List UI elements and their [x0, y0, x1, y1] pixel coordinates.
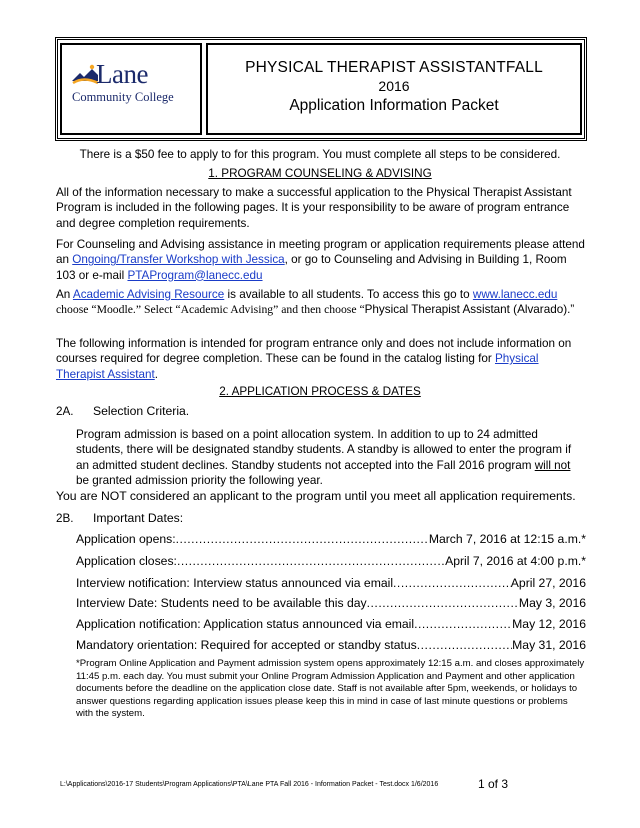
date-label: Mandatory orientation: Required for accepted or standby status	[76, 638, 417, 652]
date-row	[76, 637, 586, 653]
file-path-footer: L:\Applications\2016-17 Students\Program Applications\PTA\Lane PTA Fall 2016 - Information Packet - Test.docx 1/6/2016	[60, 781, 439, 788]
subsection-2b-title: Important Dates:	[93, 511, 184, 525]
page-title-year: 2016	[378, 78, 410, 94]
dot-leader	[393, 575, 511, 591]
p3-text-mid: is available to all students. To access this go to	[224, 288, 473, 301]
date-label: Interview Date: Students need to be available this day	[76, 596, 367, 610]
applicant-requirement-note: You are NOT considered an applicant to the program until you meet all application requirements.	[56, 489, 576, 503]
criteria-will-not: will not	[534, 458, 571, 472]
date-value: April 27, 2016	[510, 576, 586, 590]
p2-text: For Counseling and Advising assistance in meeting program or application requirements please attend an	[56, 238, 585, 267]
section1-heading: 1. PROGRAM COUNSELING & ADVISING	[208, 167, 432, 180]
date-label: Application opens:	[76, 532, 176, 546]
criteria-text: Program admission is based on a point allocation system. In addition to up to 24 admitted students, there will be designated standby students. A standby is allowed to enter the program if an admitted student declines. Standby students not accepted into the Fall 2016 program	[76, 428, 572, 472]
date-label: Application notification: Application status announced via email	[76, 617, 415, 631]
catalog-link[interactable]: Physical Therapist Assistant	[56, 352, 539, 381]
subsection-2a-title: Selection Criteria.	[93, 404, 190, 418]
criteria-text-end: be granted admission priority the following year.	[76, 473, 323, 487]
date-value: April 7, 2016 at 4:00 p.m.*	[445, 554, 586, 568]
date-value: May 31, 2016	[512, 638, 586, 652]
dot-leader	[367, 595, 519, 611]
section2-heading: 2. APPLICATION PROCESS & DATES	[219, 385, 421, 398]
date-row	[76, 595, 586, 611]
selection-criteria-text	[76, 427, 586, 488]
logo-wordmark: Lane	[96, 59, 148, 89]
date-value: March 7, 2016 at 12:15 a.m.*	[428, 532, 586, 546]
page-number: 1 of 3	[478, 777, 509, 791]
header-title-box	[206, 43, 582, 135]
email-link[interactable]: PTAProgram@lanecc.edu	[127, 268, 263, 282]
page-subtitle: Application Information Packet	[289, 97, 499, 114]
p3-end-text: Physical Therapist Assistant (Alvarado).”	[364, 303, 575, 317]
p3-serif-text: choose “Moodle.” Select “Academic Advising” and then choose “	[56, 303, 365, 317]
advising-resource-link[interactable]: Academic Advising Resource	[72, 288, 225, 301]
dot-leader	[177, 553, 445, 569]
date-value: May 12, 2016	[512, 617, 586, 631]
dot-leader	[414, 616, 512, 632]
date-value: May 3, 2016	[518, 596, 586, 610]
p2-text-mid: , or go to Counseling and Advising in Building 1, Room 103 or e-mail	[56, 253, 567, 282]
dot-leader	[417, 637, 512, 653]
date-row	[76, 553, 586, 569]
lanecc-link[interactable]: www.lanecc.edu	[472, 288, 558, 301]
p4-end: .	[154, 367, 158, 381]
dates-footnote: *Program Online Application and Payment admission system opens approximately 12:15 a.m. and closes approximately 11:45 p.m. each day. You must submit your Online Program Admission Application and Payment and other application documents before the deadline on the application close date. Staff is not available after 5pm, weekends, or holidays to answer questions regarding application issues please keep this in mind in case of last minute questions or problems with the system.	[76, 658, 585, 719]
subsection-2a-number: 2A.	[56, 405, 74, 418]
section1-paragraph-4	[56, 336, 586, 382]
date-row	[76, 616, 586, 632]
dot-leader	[176, 531, 429, 547]
fee-notice: There is a $50 fee to apply to for this program. You must complete all steps to be considered.	[79, 148, 561, 161]
workshop-link[interactable]: Ongoing/Transfer Workshop with Jessica	[72, 253, 285, 267]
page-title: PHYSICAL THERAPIST ASSISTANTFALL	[245, 59, 543, 76]
date-row	[76, 531, 586, 547]
section1-paragraph-1: All of the information necessary to make a successful application to the Physical Therapist Assistant Program is included in the following pages. It is your responsibility to be aware of program entrance and degree completion requirements.	[56, 186, 572, 230]
subsection-2b-number: 2B.	[56, 512, 74, 525]
section1-paragraph-3	[56, 287, 586, 318]
date-label: Application closes:	[76, 554, 177, 568]
date-label: Interview notification: Interview status announced via email	[76, 576, 394, 590]
date-row	[76, 575, 586, 591]
p3-text: An	[56, 288, 73, 301]
logo-subtitle: Community College	[72, 90, 174, 104]
logo-box	[60, 43, 202, 135]
section1-paragraph-2	[56, 237, 586, 283]
p4-text: The following information is intended for program entrance only and does not include information on courses required for degree completion. These can be found in the catalog listing for	[56, 337, 572, 366]
